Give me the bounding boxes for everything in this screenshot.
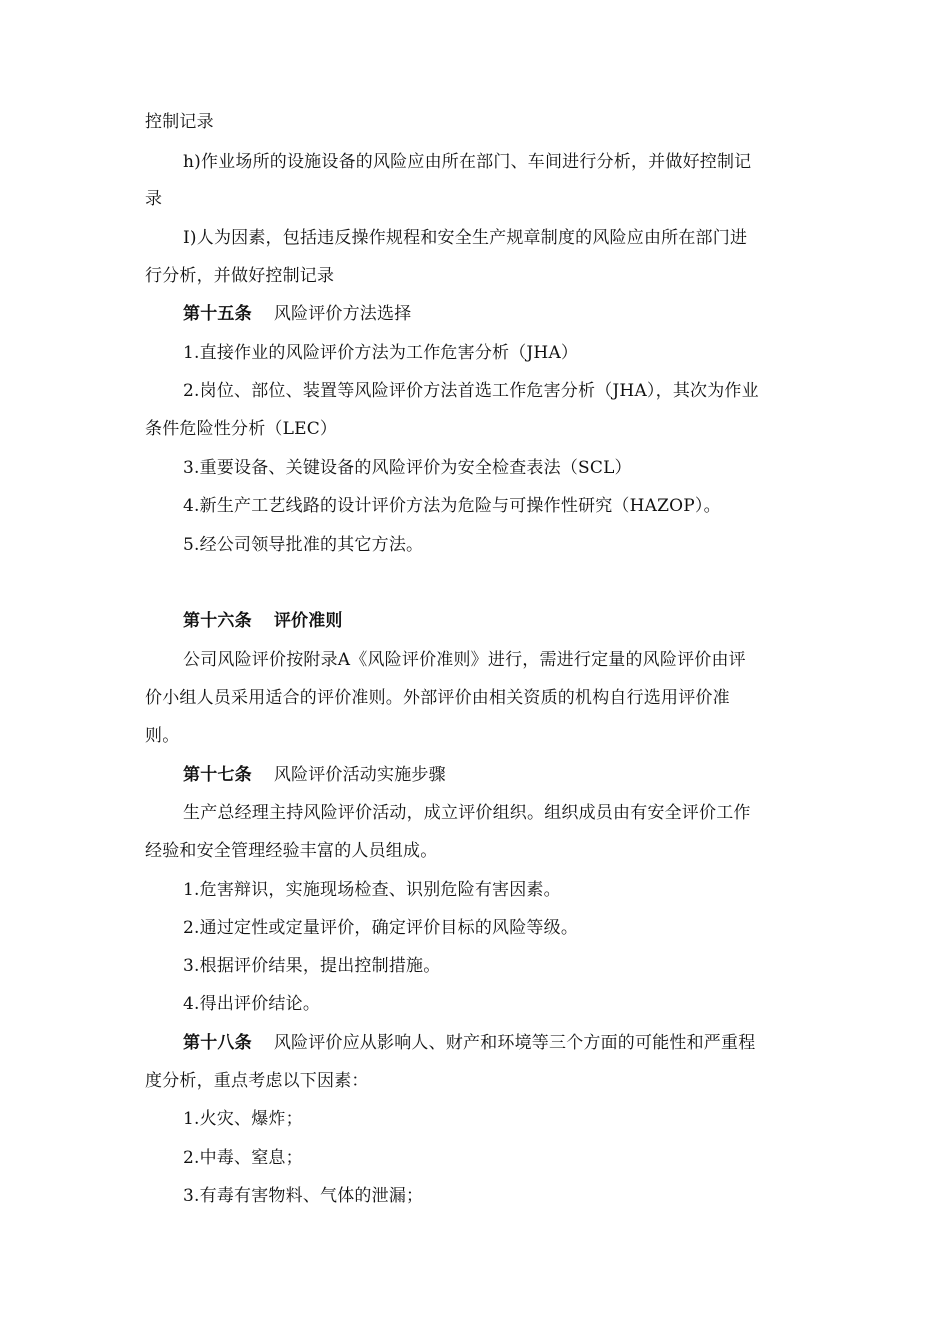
- article-number: 第十七条: [183, 765, 252, 785]
- article-17-heading: [183, 763, 446, 787]
- article-number: 第十八条: [183, 1033, 252, 1053]
- text-line: 1.直接作业的风险评价方法为工作危害分析（JHA）: [183, 343, 579, 363]
- text-line: 度分析，重点考虑以下因素：: [145, 1071, 369, 1091]
- text-line: 控制记录: [145, 112, 214, 132]
- text-line: 2.中毒、窒息；: [183, 1148, 303, 1168]
- text-line: 2.通过定性或定量评价，确定评价目标的风险等级。: [183, 918, 579, 938]
- text-line: 3.根据评价结果，提出控制措施。: [183, 956, 441, 976]
- article-text: 风险评价应从影响人、财产和环境等三个方面的可能性和严重程: [273, 1033, 756, 1053]
- article-title: 评价准则: [273, 611, 343, 631]
- text-line: 录: [145, 189, 163, 209]
- text-line: 公司风险评价按附录A《风险评价准则》进行，需进行定量的风险评价由评: [183, 650, 746, 670]
- article-number: 第十六条: [183, 611, 252, 631]
- text-line: 生产总经理主持风险评价活动，成立评价组织。组织成员由有安全评价工作: [183, 803, 751, 823]
- text-line: h)作业场所的设施设备的风险应由所在部门、车间进行分析，并做好控制记: [183, 152, 752, 172]
- article-18-heading: [183, 1031, 755, 1055]
- article-15-heading: [183, 302, 411, 326]
- text-line: 1.危害辩识，实施现场检查、识别危险有害因素。: [183, 880, 561, 900]
- text-line: 2.岗位、部位、装置等风险评价方法首选工作危害分析（JHA），其次为作业: [183, 381, 759, 401]
- text-line: 则。: [145, 726, 180, 746]
- text-line: 3.重要设备、关键设备的风险评价为安全检查表法（SCL）: [183, 458, 632, 478]
- text-line: 4.新生产工艺线路的设计评价方法为危险与可操作性研究（HAZOP）。: [183, 496, 721, 516]
- article-title: 风险评价活动实施步骤: [273, 765, 446, 785]
- article-16-heading: [183, 609, 365, 633]
- text-line: 经验和安全管理经验丰富的人员组成。: [145, 841, 438, 861]
- article-number: 第十五条: [183, 304, 252, 324]
- text-line: 条件危险性分析（LEC）: [145, 419, 338, 439]
- text-line: 价小组人员采用适合的评价准则。外部评价由相关资质的机构自行选用评价准: [145, 688, 730, 708]
- text-line: 5.经公司领导批准的其它方法。: [183, 535, 424, 555]
- text-line: 1.火灾、爆炸；: [183, 1109, 303, 1129]
- text-line: 4.得出评价结论。: [183, 994, 321, 1014]
- text-line: I)人为因素，包括违反操作规程和安全生产规章制度的风险应由所在部门进: [183, 228, 748, 248]
- text-line: 行分析，并做好控制记录: [145, 266, 335, 286]
- text-line: 3.有毒有害物料、气体的泄漏；: [183, 1186, 424, 1206]
- article-title: 风险评价方法选择: [273, 304, 412, 324]
